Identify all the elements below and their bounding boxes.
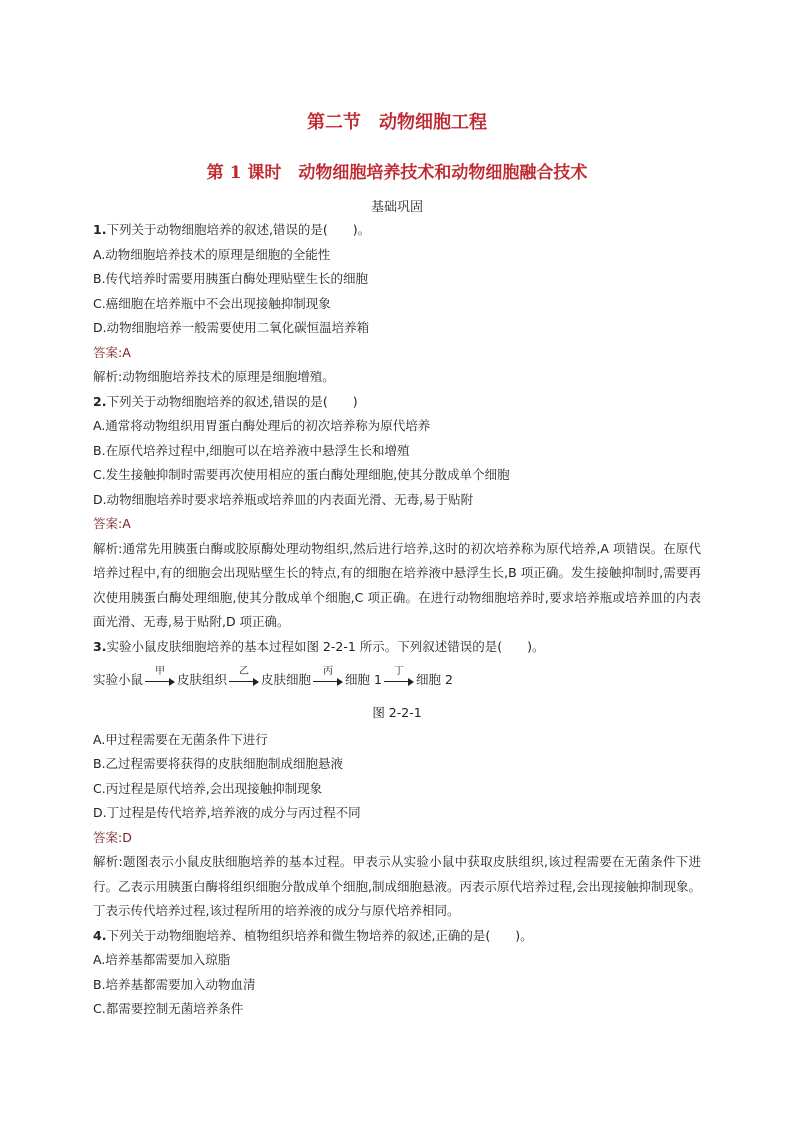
question-list [93,218,701,1022]
question-2-stem [93,390,701,415]
option-a: A.培养基都需要加入琼脂 [93,952,231,967]
option-d: D.动物细胞培养一般需要使用二氧化碳恒温培养箱 [93,320,370,335]
arrow-head-icon [169,678,175,686]
option-d: D.丁过程是传代培养,培养液的成分与丙过程不同 [93,805,361,820]
question-4-stem [93,924,701,949]
explanation: 解析:题图表示小鼠皮肤细胞培养的基本过程。甲表示从实验小鼠中获取皮肤组织,该过程需要在无菌条件下进行。乙表示用胰蛋白酶将组织细胞分散成单个细胞,制成细胞悬液。丙表示原代培养过程,会出现接触抑制现象。丁表示传代培养过程,该过程所用的培养液的成分与原代培养相同。 [93,854,701,918]
answer: 答案:A [93,344,131,360]
option-b: B.乙过程需要将获得的皮肤细胞制成细胞悬液 [93,756,344,771]
option-c: C.丙过程是原代培养,会出现接触抑制现象 [93,780,323,796]
explanation: 解析:动物细胞培养技术的原理是细胞增殖。 [93,369,335,384]
flow-node-skin-cells: 皮肤细胞 [261,671,312,687]
question-number: 3. [93,638,107,654]
flow-arrow-jia [145,666,175,687]
option-c: C.癌细胞在培养瓶中不会出现接触抑制现象 [93,295,331,311]
option-c: C.发生接触抑制时需要再次使用相应的蛋白酶处理细胞,使其分散成单个细胞 [93,467,510,482]
flow-arrow-bing [313,666,343,687]
flow-node-skin-tissue: 皮肤组织 [177,671,228,687]
question-text: 下列关于动物细胞培养的叙述,错误的是( )。 [106,222,371,237]
arrow-icon [229,681,255,682]
option-a: A.动物细胞培养技术的原理是细胞的全能性 [93,246,331,262]
lesson-title: 第 1 课时 动物细胞培养技术和动物细胞融合技术 [206,163,588,183]
answer: 答案:D [93,829,132,845]
section-label: 基础巩固 [370,200,423,215]
option-b: B.传代培养时需要用胰蛋白酶处理贴壁生长的细胞 [93,271,369,286]
flow-node-cell-2: 细胞 2 [415,671,453,687]
flow-node-cell-1: 细胞 1 [345,671,382,687]
arrow-label: 丙 [323,666,334,677]
answer: 答案:A [93,516,131,531]
question-3-stem [93,635,701,660]
arrow-label: 乙 [239,666,250,677]
question-text: 下列关于动物细胞培养、植物组织培养和微生物培养的叙述,正确的是( )。 [106,927,533,943]
option-a: A.通常将动物组织用胃蛋白酶处理后的初次培养称为原代培养 [93,418,431,433]
arrow-label: 甲 [155,666,166,677]
arrow-icon [145,681,171,682]
arrow-icon [313,681,339,682]
process-flow-diagram [93,663,701,697]
flow-arrow-yi [229,666,259,687]
arrow-label: 丁 [393,666,404,677]
question-number: 2. [93,393,107,409]
option-d: D.动物细胞培养时要求培养瓶或培养皿的内表面光滑、无毒,易于贴附 [93,491,474,507]
question-text: 下列关于动物细胞培养的叙述,错误的是( ) [106,393,358,409]
option-b: B.培养基都需要加入动物血清 [93,976,256,992]
question-number: 1. [93,222,107,237]
arrow-head-icon [408,678,414,686]
option-b: B.在原代培养过程中,细胞可以在培养液中悬浮生长和增殖 [93,442,410,458]
question-1-stem [93,218,701,243]
question-number: 4. [93,927,107,943]
question-text: 实验小鼠皮肤细胞培养的基本过程如图 2-2-1 所示。下列叙述错误的是( )。 [106,638,545,654]
flow-node-mouse: 实验小鼠 [93,671,144,687]
section-title: 第二节 动物细胞工程 [307,112,487,133]
option-a: A.甲过程需要在无菌条件下进行 [93,731,268,747]
arrow-head-icon [253,678,259,686]
figure-caption: 图 2-2-1 [372,705,422,720]
explanation: 解析:通常先用胰蛋白酶或胶原酶处理动物组织,然后进行培养,这时的初次培养称为原代培养,A 项错误。在原代培养过程中,有的细胞会出现贴壁生长的特点,有的细胞在培养液中悬浮生长,B 项正确。发生接触抑制时,需要再次使用胰蛋白酶处理细胞,使其分散成单个细胞,C 项正确。在进行动物细胞培养时,要求培养瓶或培养皿的内表面光滑、无毒,易于贴附,D 项正确。 [93,540,701,629]
arrow-head-icon [337,678,343,686]
flow-arrow-ding [384,666,414,687]
option-c: C.都需要控制无菌培养条件 [93,1001,244,1016]
arrow-icon [384,681,410,682]
